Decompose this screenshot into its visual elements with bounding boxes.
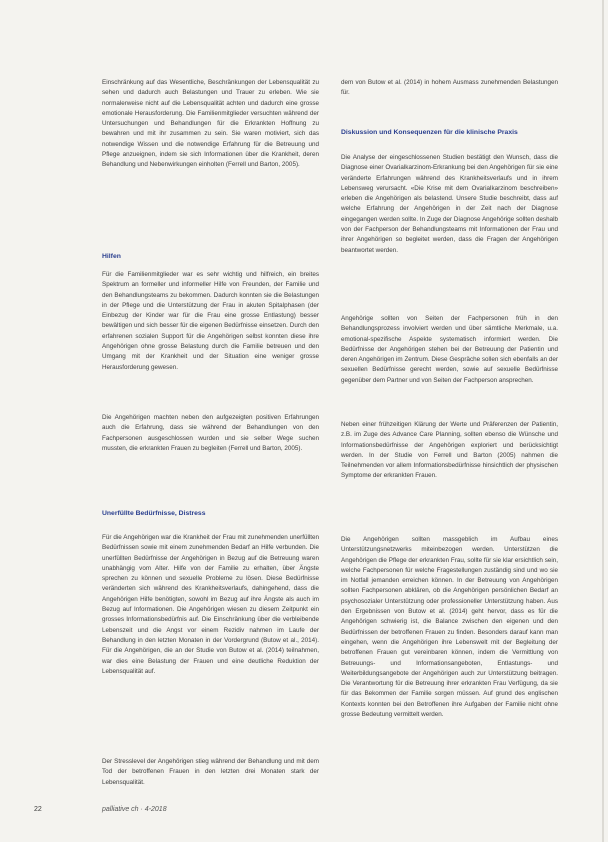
left-paragraph-1: Einschränkung auf das Wesentliche, Beschränkungen der Lebensqualität zu sehen und dadurch auch Belastungen und Trauer zu erleben. Wie sie normalerweise nicht auf die Lebensqualität achten und dadurch eine grosse emotionale Herausforderung. Die Familienmitglieder versuchten während der Untersuchungen und Behandlungen für die Erkrankten Hoffnung zu bewahren und mit ihr zusammen zu sein. Sie waren motiviert, sich das notwendige Wissen und die notwendige Erfahrung für die Betreuung und Pflege anzueignen, indem sie sich Informationen über die Krankheit, deren Behandlung und Nebenwirkungen einholten (Ferrell und Barton, 2005). (102, 79, 319, 169)
left-paragraph-2: Für die Familienmitglieder war es sehr wichtig und hilfreich, ein breites Spektrum an formeller und informeller Hilfe von Freunden, der Familie und den Behandlungsteams zu bekommen. Dadurch konnten sie die Belastungen in der Pflege und die Unterstützung der Frau in akuten Spitalphasen (der Einbezug der Kinder war für die Frau eine grosse Entlastung) besser bewältigen und sich besser für die eigenen Bedürfnisse einsetzen. Durch den erfahrenen sozialen Support für die Angehörigen selbst konnten diese ihre Angehörigen ohne grosse Belastung durch die Familie betreuen und den Umgang mit der Krankheit und der Situation eine weniger grosse Herausforderung gewesen. (102, 271, 319, 371)
right-paragraph-4: Neben einer frühzeitigen Klärung der Werte und Präferenzen der Patientin, z.B. im Zuge des Advance Care Planning, sollten ebenso die Wünsche und Informationsbedürfnisse der Angehörigen exploriert und berücksichtigt werden. In der Studie von Ferrell und Barton (2005) nahmen die Teilnehmenden vor allem Informationsbedürfnisse hinsichtlich der physischen Symptome der erkrankten Frauen. (341, 421, 558, 480)
left-paragraph-5: Der Stresslevel der Angehörigen stieg während der Behandlung und mit dem Tod der betroffenen Frauen in den letzten drei Monaten stark der Lebensqualität. (102, 758, 319, 786)
left-paragraph-4: Für die Angehörigen war die Krankheit der Frau mit zunehmenden unerfüllten Bedürfnissen sowie mit einem zunehmenden Bedarf an Hilfe verbunden. Die unerfüllten Bedürfnisse der Angehörigen in Bezug auf die Betreuung waren unabhängig vom Alter. Hilfe von der Familie zu erhalten, über Ängste sprechen zu können und sexuelle Probleme zu lösen. Diese Bedürfnisse veränderten sich während des Krankheitsverlaufs, dahingehend, dass die Angehörigen Hilfe benötigten, sowohl im Bezug auf ihre Ängste als auch im Bezug auf Informationen. Die Angehörigen wiesen zu diesem Zeitpunkt ein grosses Informationsbedürfnis auf. Die Einschränkung über die verbleibende Lebenszeit und die Angst vor einem Rezidiv nahmen im Laufe der Behandlung in den letzten Monaten in der Vordergrund (Butow et al., 2014). Für die Angehörigen, die an der Studie von Butow et al. (2014) teilnahmen, war dies eine Belastung der Frauen und eine deutliche Reduktion der Lebensqualität auf. (102, 534, 319, 675)
heading-hilfen: Hilfen (102, 253, 121, 260)
right-paragraph-5: Die Angehörigen sollten massgeblich im Aufbau eines Unterstützungsnetzwerks miteinbezogen werden. Unterstützen die Angehörigen die Pflege der erkrankten Frau, sollte für sie klar ersichtlich sein, welche Fachpersonen für welche Fragestellungen zuständig sind und wo sie im Notfall jemanden erreichen können. In der Betreuung von Angehörigen sollten Fachpersonen abklären, ob die Angehörigen persönlichen Bedarf an psychosozialer Unterstützung oder professioneller Unterstützung haben. Aus den Ergebnissen von Butow et al. (2014) geht hervor, dass es für die Angehörigen schwierig ist, die Balance zwischen den eigenen und den Bedürfnissen der betroffenen Frauen zu finden. Besonders darauf kann man eingehen, wenn die Angehörigen ihre Lebenswelt mit der Begleitung der betroffenen Frauen gut vereinbaren können, indem die Vermittlung von Betreuungs- und Informationsangeboten, Entlastungs- und Weiterbildungsangebote der Angehörigen auch zur Unterstützung beitragen. Die Verantwortung für die Betreuung ihrer erkrankten Frau Verfügung, da sie für das Bekommen der Familie sorgen müssen. Auf grund des englischen Kontexts konnten bei den Betroffenen ihre Aufgaben der Familie nicht ohne grosse Bedeutung vermittelt werden. (341, 536, 558, 719)
page-number: 22 (34, 806, 42, 813)
heading-unerfuellte-beduerfnisse: Unerfüllte Bedürfnisse, Distress (102, 510, 206, 517)
heading-diskussion: Diskussion und Konsequenzen für die klinische Praxis (341, 129, 518, 136)
journal-footer: palliative ch · 4-2018 (102, 806, 167, 813)
page-edge-shadow (602, 0, 604, 842)
right-paragraph-1: dem von Butow et al. (2014) in hohem Ausmass zunehmenden Belastungen für. (341, 79, 558, 97)
left-paragraph-3: Die Angehörigen machten neben den aufgezeigten positiven Erfahrungen auch die Erfahrung, dass sie während der Behandlungen von den Fachpersonen ausgeschlossen wurden und sie selber Wege suchen mussten, die erkrankten Frauen zu begleiten (Ferrell und Barton, 2005). (102, 414, 319, 452)
right-paragraph-2: Die Analyse der eingeschlossenen Studien bestätigt den Wunsch, dass die Diagnose einer Ovarialkarzinom-Erkrankung bei den Angehörigen für sie eine veränderte Erfahrungen während des Krankheitsverlaufs und in ihrem Lebensweg verursacht. «Die Krise mit dem Ovarialkarzinom beschreiben» erleben die Angehörigen als belastend. Unsere Studie beschreibt, dass auf welche Erfahrung der Angehörigen in der Zeit nach der Diagnose eingegangen werden sollte. In Zuge der Diagnose Angehörige sollten deshalb von der Fachperson der Behandlungsteams mit Informationen der Frau und ihrer Angehörigen so begleitet werden, dass die Fragen der Angehörigen beantwortet werden. (341, 154, 558, 254)
right-paragraph-3: Angehörige sollten von Seiten der Fachpersonen früh in den Behandlungsprozess involviert werden und über sämtliche Merkmale, u.a. emotional-spezifische Aspekte systematisch informiert werden. Die Bedürfnisse der Angehörigen stehen bei der Betreuung der Patientin und deren Angehörigen im Zentrum. Diese Gespräche sollen sich ebenfalls an der sexuellen Bedürfnisse gerecht werden, sowie auf sexuelle Bedürfnisse gegenüber dem Partner und von Seiten der Fachperson ansprechen. (341, 315, 558, 384)
